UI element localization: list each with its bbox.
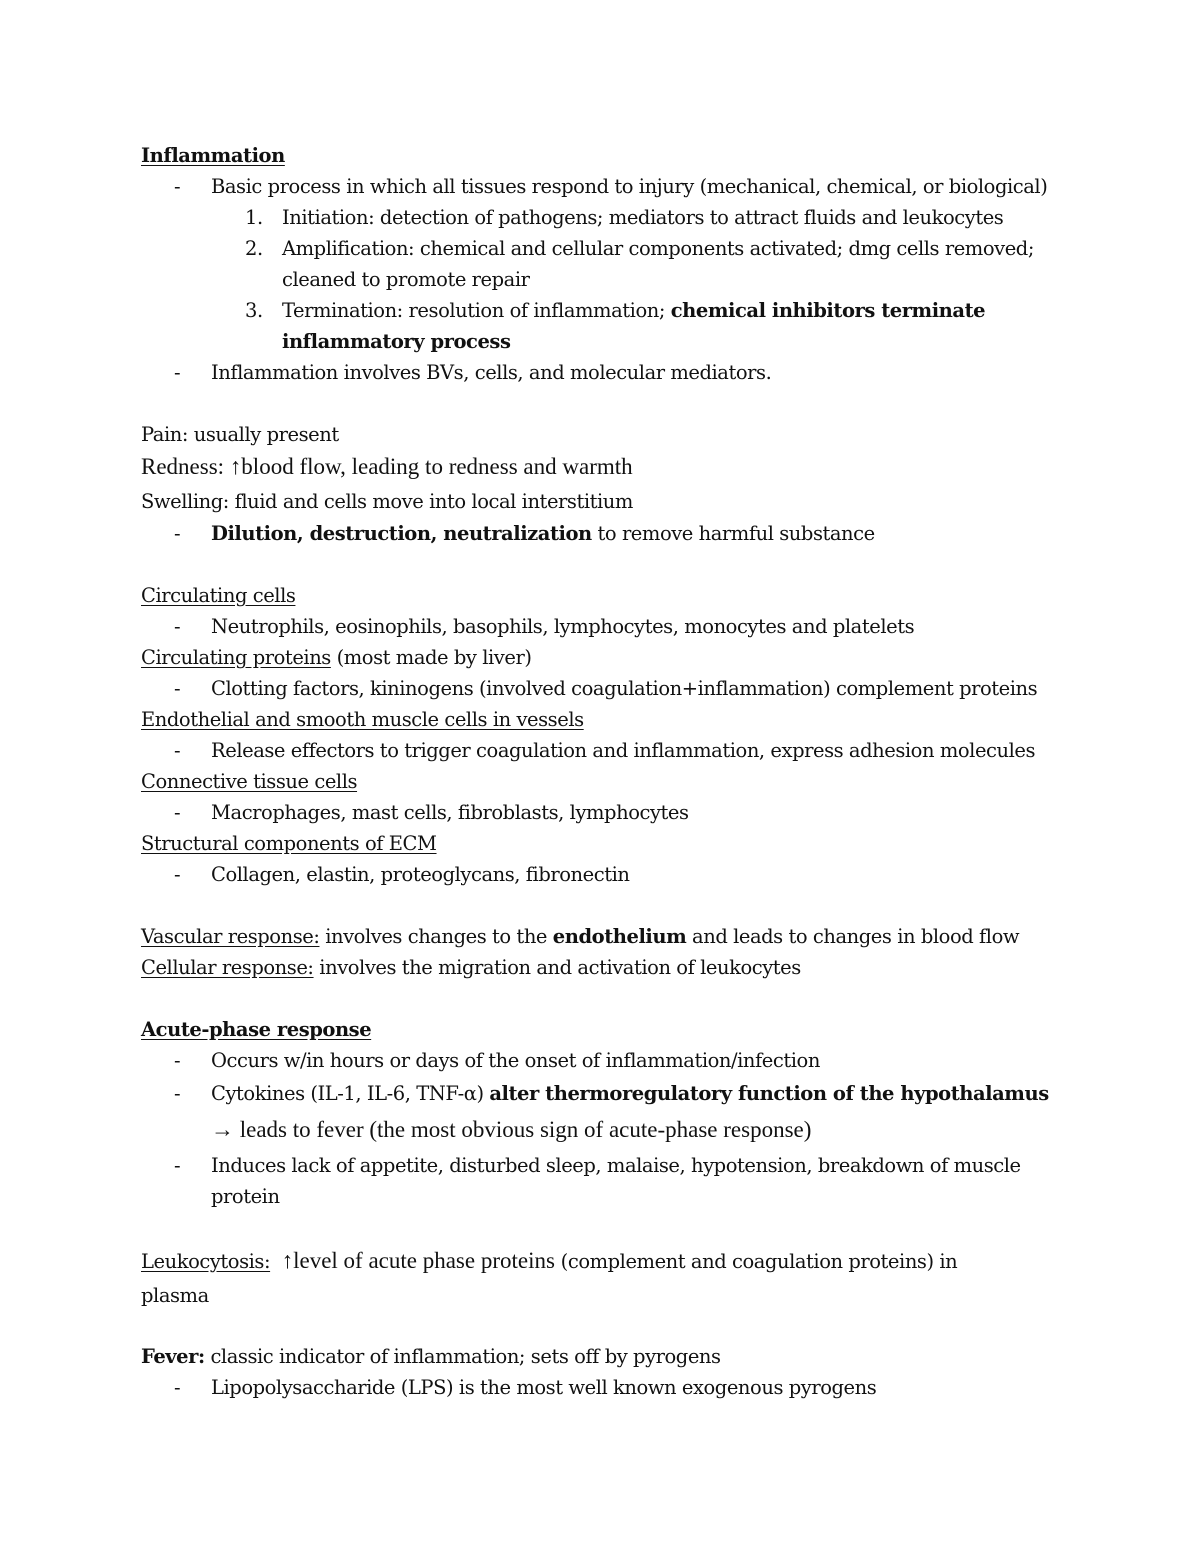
step-termination: Termination: resolution of inflammation; chemical inhibitors terminate [282,299,986,322]
step-termination-cont: inflammatory process [282,330,511,353]
bullet-ecm: Collagen, elastin, proteoglycans, fibronectin [211,863,630,886]
bullet-dash: - [174,615,181,638]
section-title-inflammation: Inflammation [141,144,285,167]
sign-swelling: Swelling: fluid and cells move into local interstitium [141,490,633,513]
label-circulating-proteins: Circulating proteins (most made by liver) [141,646,532,669]
bullet-dash: - [174,863,181,886]
bullet-dash: - [174,739,181,762]
bullet-dash: - [174,361,181,384]
step-number: 2. [245,237,263,260]
bullet-induces: Induces lack of appetite, disturbed sleep, malaise, hypotension, breakdown of muscle [211,1154,1021,1177]
bullet-lps: Lipopolysaccharide (LPS) is the most well known exogenous pyrogens [211,1376,877,1399]
step-number: 1. [245,206,263,229]
bullet-dash: - [174,1154,181,1177]
bullet-dash: - [174,1049,181,1072]
vascular-response: Vascular response: involves changes to the endothelium and leads to changes in blood flow [141,925,1020,948]
sign-redness: Redness: ↑blood flow, leading to redness and warmth [141,454,633,479]
label-ecm: Structural components of ECM [141,832,437,855]
step-number: 3. [245,299,263,322]
section-title-acute-phase: Acute-phase response [141,1018,372,1041]
bullet-cytokines: Cytokines (IL-1, IL-6, TNF-α) alter thermoregulatory function of the hypothalamus [211,1082,1049,1105]
bullet-dash: - [174,175,181,198]
bullet-dash: - [174,522,181,545]
bullet-dash: - [174,1376,181,1399]
bullet-induces-cont: protein [211,1185,280,1208]
bullet-dash: - [174,1082,181,1105]
leukocytosis-cont: plasma [141,1284,209,1307]
bullet-dilution: Dilution, destruction, neutralization to remove harmful substance [211,522,875,545]
fever: Fever: classic indicator of inflammation; sets off by pyrogens [141,1345,721,1368]
step-amplification-cont: cleaned to promote repair [282,268,530,291]
step-amplification: Amplification: chemical and cellular components activated; dmg cells removed; [282,237,1034,260]
cellular-response: Cellular response: involves the migration and activation of leukocytes [141,956,801,979]
leukocytosis: Leukocytosis: ↑level of acute phase proteins (complement and coagulation proteins) in [141,1248,958,1273]
bullet-involves: Inflammation involves BVs, cells, and molecular mediators. [211,361,772,384]
bullet-endothelial: Release effectors to trigger coagulation and inflammation, express adhesion molecules [211,739,1036,762]
label-circulating-cells: Circulating cells [141,584,296,607]
bullet-cytokines-cont: → leads to fever (the most obvious sign of acute-phase response) [211,1117,812,1142]
bullet-circulating-cells: Neutrophils, eosinophils, basophils, lymphocytes, monocytes and platelets [211,615,915,638]
bullet-basic-process: Basic process in which all tissues respond to injury (mechanical, chemical, or biological) [211,175,1048,198]
step-initiation: Initiation: detection of pathogens; mediators to attract fluids and leukocytes [282,206,1004,229]
label-connective-tissue: Connective tissue cells [141,770,358,793]
bullet-connective-tissue: Macrophages, mast cells, fibroblasts, lymphocytes [211,801,689,824]
sign-pain: Pain: usually present [141,423,339,446]
bullet-acute-onset: Occurs w/in hours or days of the onset of inflammation/infection [211,1049,820,1072]
label-endothelial: Endothelial and smooth muscle cells in vessels [141,708,584,731]
bullet-dash: - [174,677,181,700]
bullet-dash: - [174,801,181,824]
bullet-circulating-proteins: Clotting factors, kininogens (involved coagulation+inflammation) complement proteins [211,677,1038,700]
